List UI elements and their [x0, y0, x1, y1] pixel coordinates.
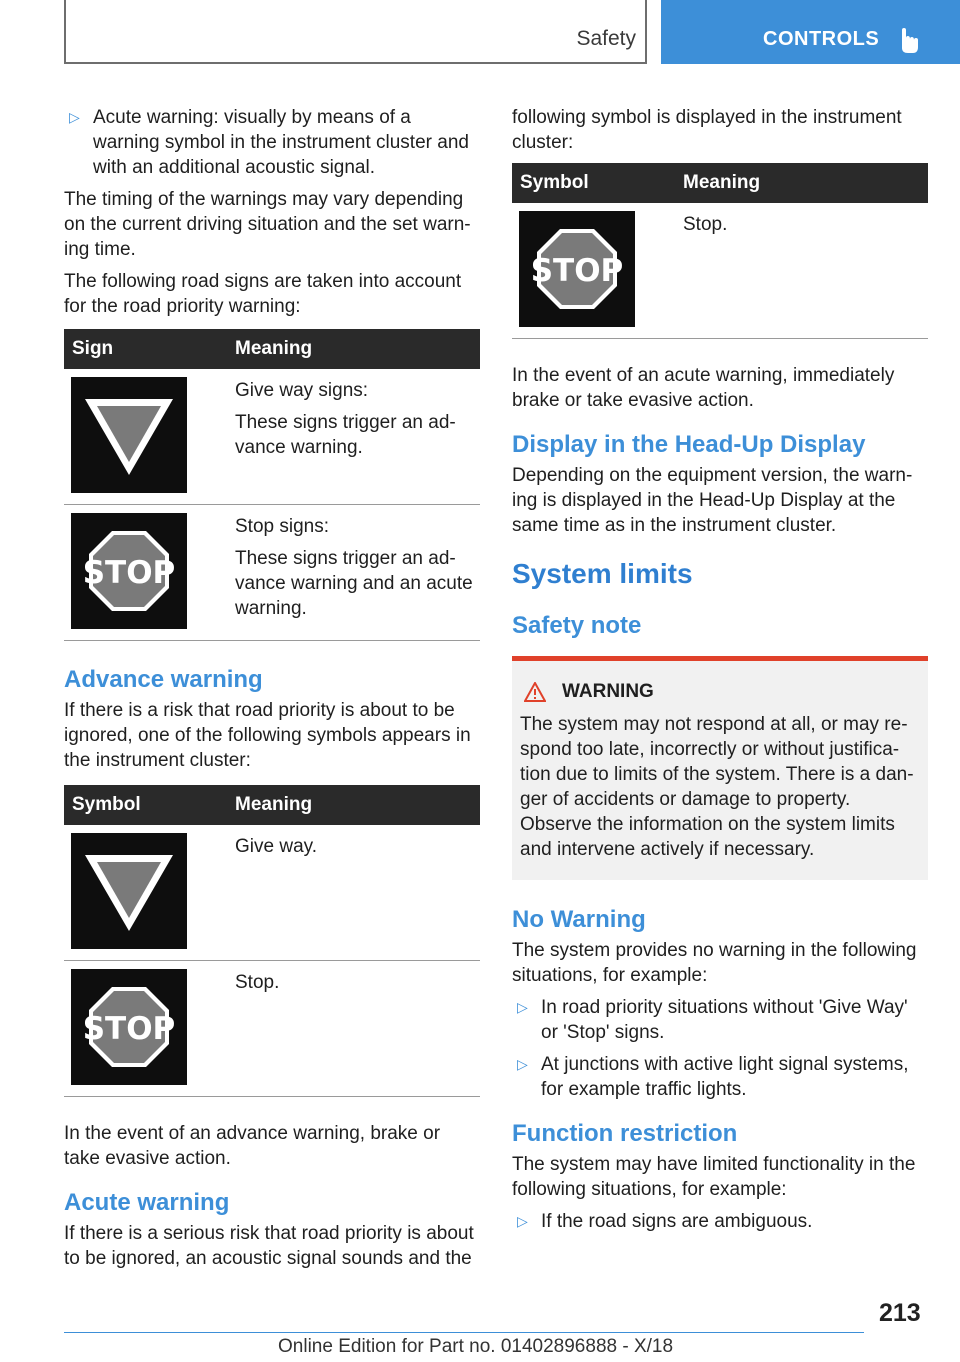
column-header-meaning: Meaning [235, 329, 480, 369]
give-way-sign-icon [71, 377, 187, 493]
paragraph-advance-action: In the event of an advance warning, brake or take evasive action. [64, 1123, 441, 1169]
right-column [512, 105, 928, 1241]
table-header-row [64, 329, 480, 369]
table-header-row [512, 163, 928, 203]
table-row [64, 825, 480, 961]
bullet-item [64, 105, 480, 180]
left-column [64, 105, 480, 1278]
bullet-triangle-icon: ▷ [69, 109, 80, 125]
bullet-triangle-icon: ▷ [517, 999, 528, 1015]
paragraph-hud: Depending on the equipment version, the warn‐ing is displayed in the Head-Up Display at the same time as in the instrument cluster. [512, 465, 913, 536]
warning-text: The system may not respond at all, or may re‐spond too late, incorrectly or without justifica‐tion due to limits of the system. There is a dan‐ger of accidents or damage to property. Observe the information on the system limits and intervene actively if necessary. [520, 714, 914, 860]
bullet-item [512, 1052, 928, 1102]
heading-system-limits: System limits [512, 558, 693, 589]
bullet-text: At junctions with active light signal systems, for example traffic lights. [541, 1054, 909, 1100]
page-number: 213 [879, 1299, 921, 1327]
bullet-triangle-icon: ▷ [517, 1213, 528, 1229]
meaning-text: These signs trigger an ad‐vance warning and an acute warning. [235, 548, 473, 619]
paragraph-advance: If there is a risk that road priority is about to be ignored, one of the following symbols appears in the instrument cluster: [64, 700, 471, 771]
table-row [512, 203, 928, 339]
column-header-symbol: Symbol [512, 163, 683, 203]
chapter-tab-label: CONTROLS [763, 28, 880, 50]
bullet-text: If the road signs are ambiguous. [541, 1211, 813, 1232]
meaning-text: Stop. [683, 214, 728, 235]
column-header-symbol: Symbol [64, 785, 235, 825]
column-header-meaning: Meaning [235, 785, 480, 825]
bullet-item [512, 1209, 928, 1234]
table-header-row [64, 785, 480, 825]
footer-divider [64, 1332, 864, 1333]
heading-function-restriction: Function restriction [512, 1120, 738, 1147]
warning-box [512, 656, 928, 880]
meaning-text: These signs trigger an ad‐vance warning. [235, 412, 456, 458]
paragraph-continued: following symbol is displayed in the instrument cluster: [512, 107, 902, 153]
table-row [64, 369, 480, 505]
section-title: Safety [576, 27, 636, 50]
paragraph-no-warning: The system provides no warning in the following situations, for example: [512, 940, 917, 986]
bullet-item [512, 995, 928, 1045]
column-header-meaning: Meaning [683, 163, 928, 203]
signs-table [64, 329, 480, 641]
header-left-box [64, 0, 647, 64]
stop-sign-icon [71, 969, 187, 1085]
meaning-text: Give way. [235, 836, 318, 857]
meaning-text: Give way signs: [235, 380, 369, 401]
acute-symbols-table [512, 163, 928, 339]
heading-safety-note: Safety note [512, 612, 642, 639]
bullet-triangle-icon: ▷ [517, 1056, 528, 1072]
advance-symbols-table [64, 785, 480, 1097]
stop-sign-icon [519, 211, 635, 327]
table-row [64, 505, 480, 641]
warning-title: WARNING [562, 681, 654, 702]
meaning-text: Stop. [235, 972, 280, 993]
stop-sign-icon [71, 513, 187, 629]
meaning-text: Stop signs: [235, 516, 329, 537]
paragraph-function: The system may have limited functionality in the following situations, for example: [512, 1154, 916, 1200]
column-header-sign: Sign [64, 329, 235, 369]
heading-no-warning: No Warning [512, 906, 646, 933]
bullet-text: In road priority situations without 'Give Way' or 'Stop' signs. [541, 997, 908, 1043]
paragraph-road-signs: The following road signs are taken into account for the road priority warning: [64, 271, 462, 317]
table-row [64, 961, 480, 1097]
paragraph-acute: If there is a serious risk that road priority is about to be ignored, an acoustic signal sounds and the [64, 1223, 474, 1269]
heading-head-up-display: Display in the Head-Up Display [512, 431, 866, 458]
paragraph-acute-action: In the event of an acute warning, immediately brake or take evasive action. [512, 365, 895, 411]
give-way-sign-icon [71, 833, 187, 949]
pointing-hand-icon [896, 26, 920, 54]
footer-edition-text: Online Edition for Part no. 01402896888 - X/18 [278, 1336, 674, 1357]
bullet-text: Acute warning: visually by means of a warning symbol in the instrument cluster and with an additional acoustic signal. [93, 107, 469, 178]
paragraph-timing: The timing of the warnings may vary depending on the current driving situation and the set warn‐ing time. [64, 189, 471, 260]
heading-advance-warning: Advance warning [64, 666, 263, 693]
warning-triangle-icon [524, 682, 546, 702]
heading-acute-warning: Acute warning [64, 1189, 230, 1216]
